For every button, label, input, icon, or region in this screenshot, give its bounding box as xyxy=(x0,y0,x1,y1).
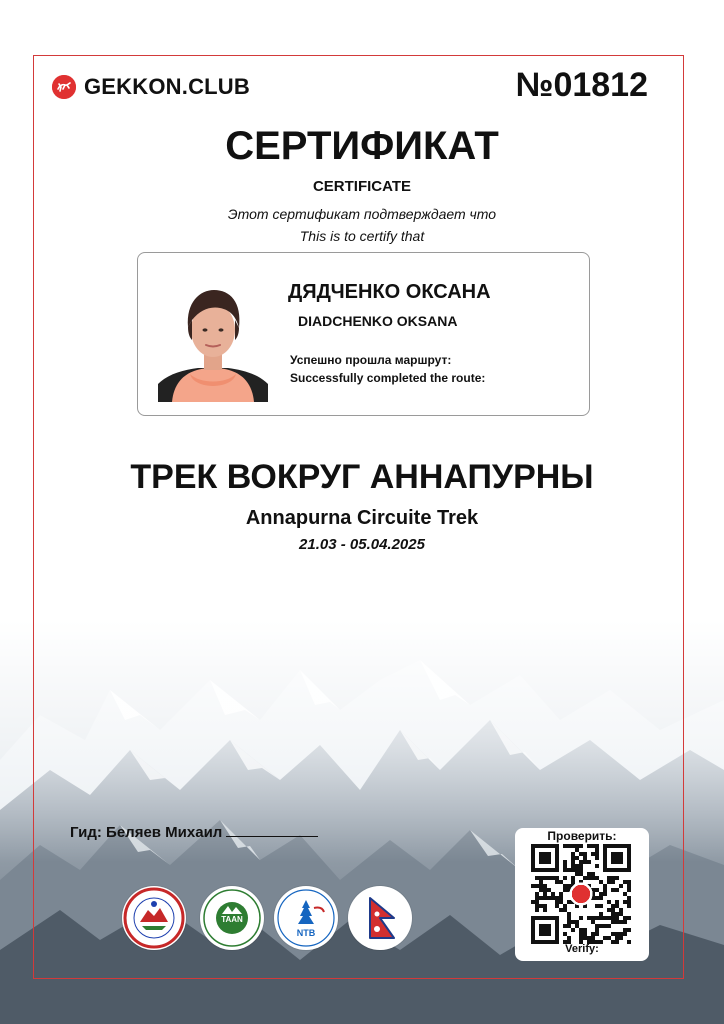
guide-signature xyxy=(70,822,318,841)
route-title-ru: ТРЕК ВОКРУГ АННАПУРНЫ xyxy=(130,458,594,496)
participant-photo xyxy=(158,272,268,402)
nepal-government-seal-icon xyxy=(122,886,186,950)
certificate-title: СЕРТИФИКАТ xyxy=(225,124,499,168)
logo-text: GEKKON.CLUB xyxy=(84,74,250,99)
route-title-en: Annapurna Circuite Trek xyxy=(245,507,479,529)
participant-card xyxy=(137,252,590,416)
route-dates: 21.03 - 05.04.2025 xyxy=(299,536,425,553)
intro-text-ru: Этот сертификат подтверждает что xyxy=(227,206,497,222)
gecko-icon xyxy=(52,75,76,99)
svg-text:NTB: NTB xyxy=(296,928,316,938)
svg-text:TAAN: TAAN xyxy=(221,915,243,924)
qr-logo-icon xyxy=(571,884,592,905)
certificate-number: №01812 xyxy=(515,66,648,104)
guide-label: Гид: Беляев Михаил xyxy=(70,824,223,841)
qr-label-bottom: Verify: xyxy=(565,943,599,955)
certificate-title-en: CERTIFICATE xyxy=(312,178,412,195)
nepal-flag-icon xyxy=(348,886,412,950)
participant-name-en: DIADCHENKO OKSANA xyxy=(298,313,458,329)
ntb-seal-icon xyxy=(274,886,338,950)
brand-logo xyxy=(52,74,250,100)
participant-name-ru: ДЯДЧЕНКО ОКСАНА xyxy=(288,281,491,303)
route-label-ru: Успешно прошла маршрут: xyxy=(290,353,452,367)
signature-line xyxy=(226,822,318,837)
taan-seal-icon xyxy=(200,886,264,950)
qr-label-top: Проверить: xyxy=(547,829,617,843)
qr-code-icon[interactable] xyxy=(531,844,631,944)
qr-verify-box[interactable] xyxy=(515,828,649,961)
route-label-en: Successfully completed the route: xyxy=(290,371,486,385)
intro-text-en: This is to certify that xyxy=(299,228,425,244)
